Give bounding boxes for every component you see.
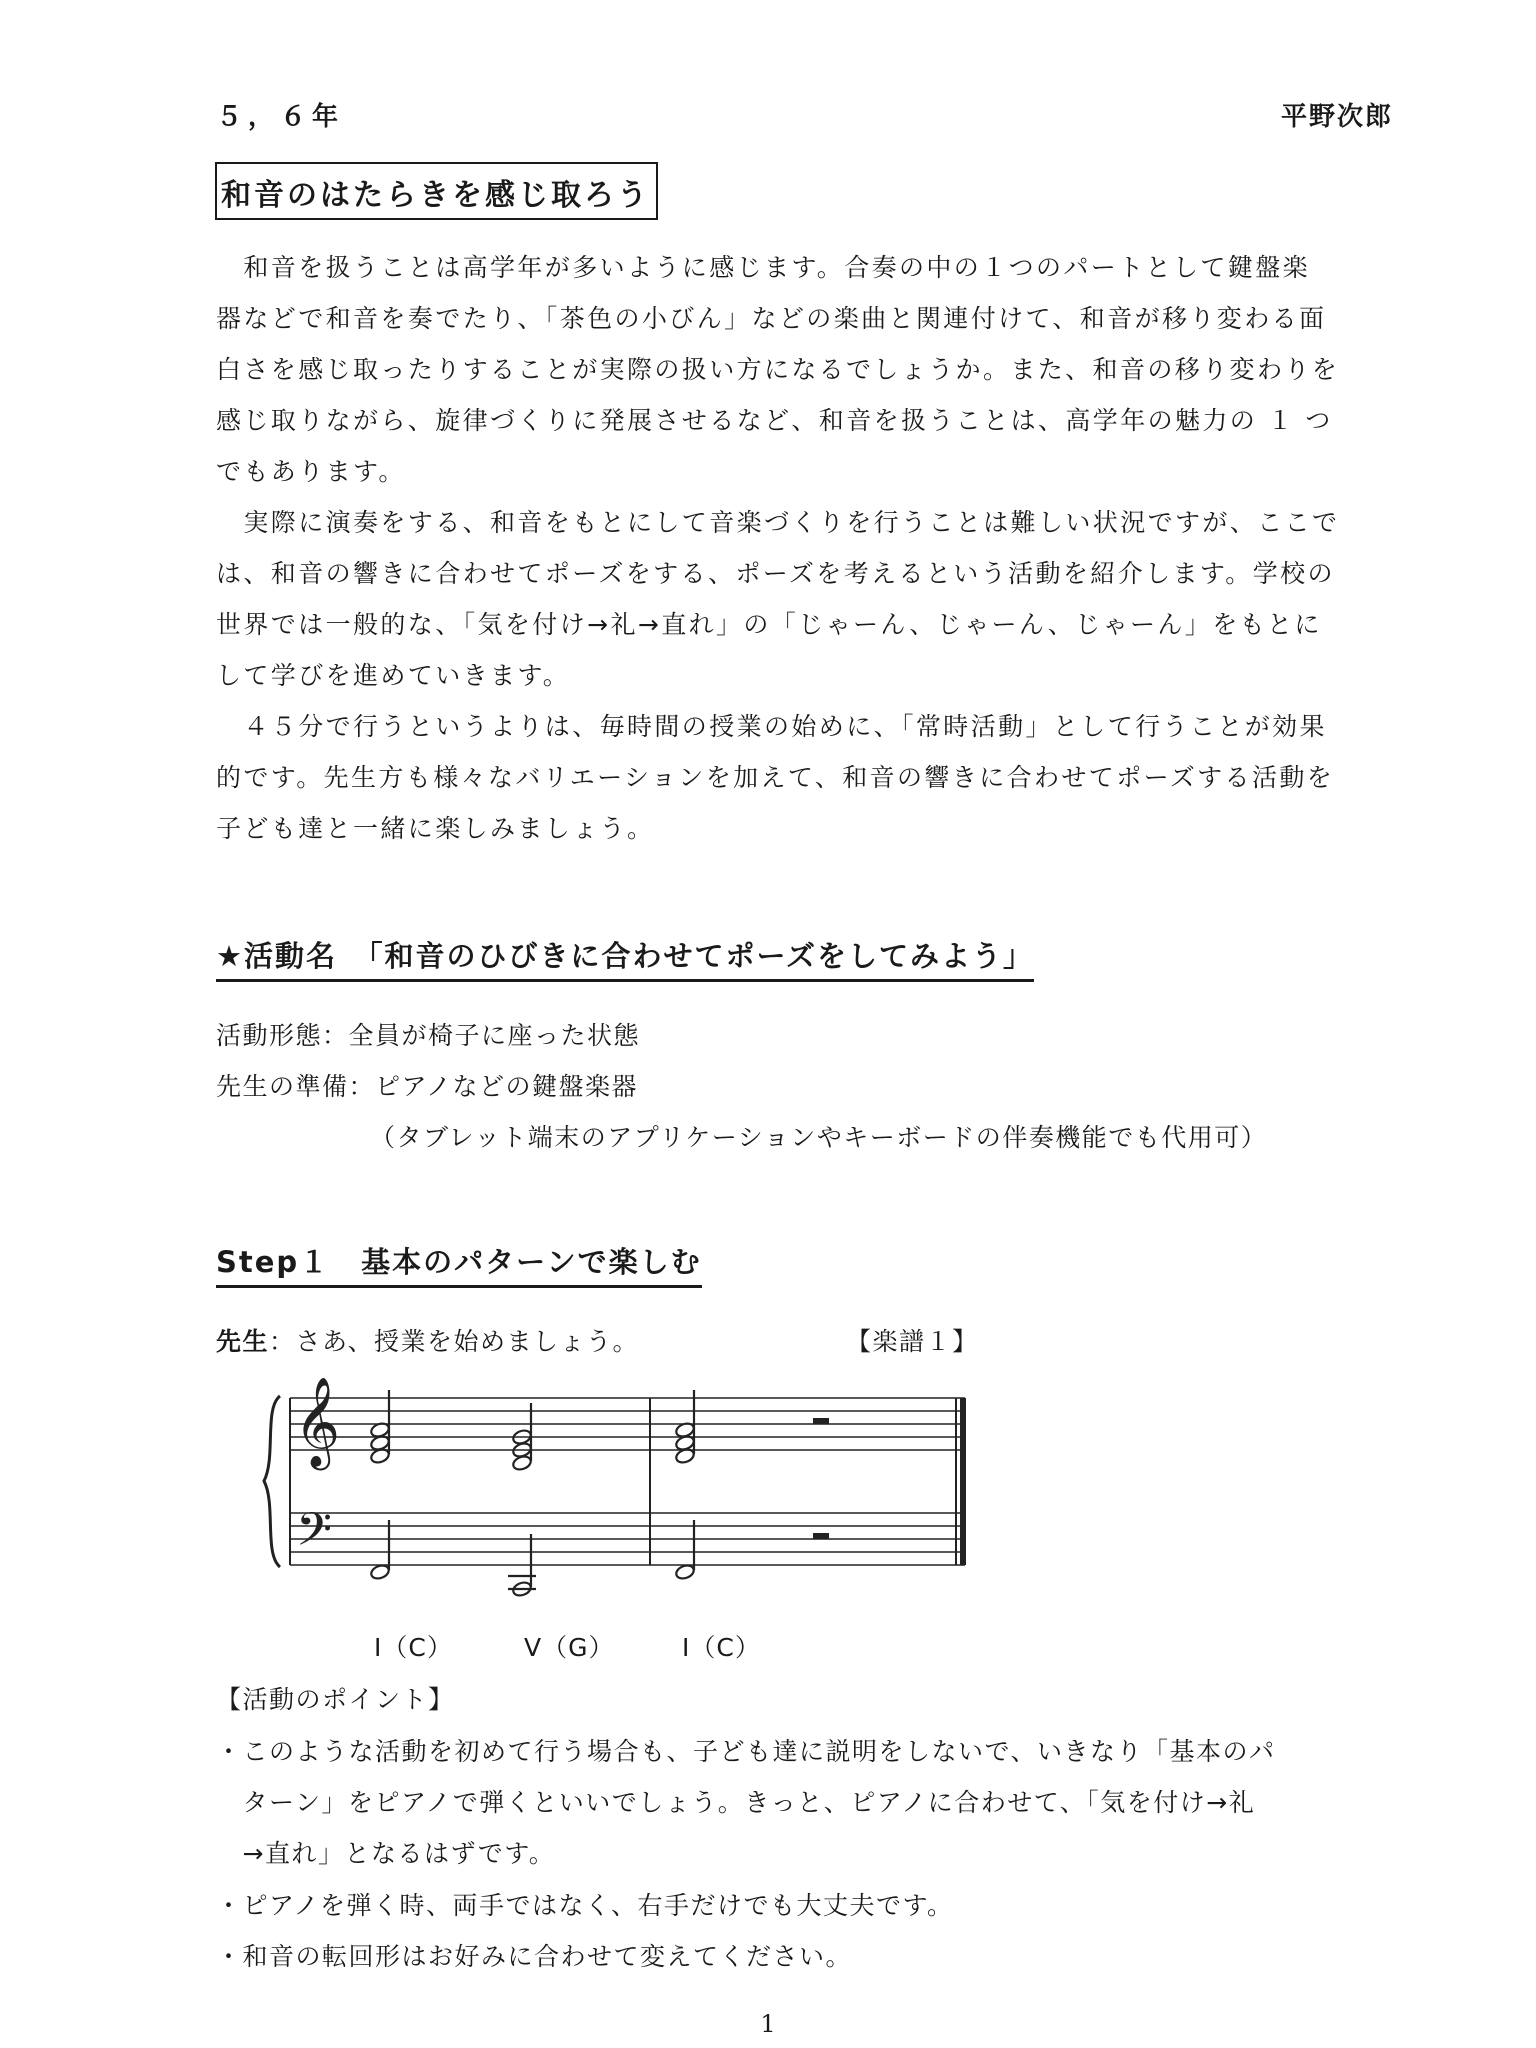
chord-label-1: Ⅰ（C） xyxy=(374,1633,453,1662)
chord-label-2: Ⅴ（G） xyxy=(524,1633,615,1662)
intro-line: 世界では一般的な、「気を付け→礼→直れ」の「じゃーん、じゃーん、じゃーん」をもとに xyxy=(216,610,1322,639)
intro-line: 和音を扱うことは高学年が多いように感じます。合奏の中の１つのパートとして鍵盤楽 xyxy=(216,253,1311,282)
score-label: 【楽譜１】 xyxy=(846,1327,979,1356)
chord-label-3: Ⅰ（C） xyxy=(682,1633,761,1662)
bass-note-2 xyxy=(508,1534,536,1598)
intro-line: して学びを進めていきます。 xyxy=(216,661,571,690)
treble-chord-1 xyxy=(369,1390,390,1465)
score-grand-staff xyxy=(250,1368,1000,1598)
intro-line: 子ども達と一緒に楽しみましょう。 xyxy=(216,814,655,843)
point-line: ・ピアノを弾く時、両手ではなく、右手だけでも大丈夫です。 xyxy=(216,1891,954,1920)
point-line: ・このような活動を初めて行う場合も、子ども達に説明をしないで、いきなり「基本のパ xyxy=(216,1737,1276,1766)
bass-staff-lines xyxy=(290,1513,965,1565)
brace-symbol xyxy=(264,1396,280,1567)
points-title: 【活動のポイント】 xyxy=(216,1685,455,1714)
teacher-label: 先生 xyxy=(216,1327,270,1356)
intro-line: 器などで和音を奏でたり、「茶色の小びん」などの楽曲と関連付けて、和音が移り変わる面 xyxy=(216,304,1327,333)
bass-half-rest xyxy=(813,1533,829,1539)
point-line: ターン」をピアノで弾くといいでしょう。きっと、ピアノに合わせて、「気を付け→礼 xyxy=(216,1788,1256,1817)
treble-clef-icon: 𝄞 xyxy=(294,1377,341,1467)
point-line: ・和音の転回形はお好みに合わせて変えてください。 xyxy=(216,1942,853,1971)
intro-line: でもあります。 xyxy=(216,457,406,486)
intro-line: ４５分で行うというよりは、毎時間の授業の始めに、「常時活動」として行うことが効果 xyxy=(216,712,1327,741)
intro-line: 実際に演奏をする、和音をもとにして音楽づくりを行うことは難しい状況ですが、ここで xyxy=(216,508,1340,537)
activity-form: 活動形態：全員が椅子に座った状態 xyxy=(216,1021,641,1050)
treble-half-rest xyxy=(813,1418,829,1424)
page-number: 1 xyxy=(760,2010,776,2038)
preparation-note: （タブレット端末のアプリケーションやキーボードの伴奏機能でも代用可） xyxy=(370,1123,1268,1152)
bass-clef-icon: 𝄢 xyxy=(296,1503,333,1568)
treble-chord-3 xyxy=(674,1390,695,1465)
teacher-line xyxy=(216,1322,639,1358)
point-line: →直れ」となるはずです。 xyxy=(216,1839,556,1868)
intro-line: 白さを感じ取ったりすることが実際の扱い方になるでしょうか。また、和音の移り変わりを xyxy=(216,355,1340,384)
author-name: 平野次郎 xyxy=(1280,102,1393,132)
grade-label: ５，６年 xyxy=(216,102,345,132)
teacher-speech: ：さあ、授業を始めましょう。 xyxy=(269,1327,640,1356)
document-title: 和音のはたらきを感じ取ろう xyxy=(215,162,658,220)
teacher-preparation: 先生の準備：ピアノなどの鍵盤楽器 xyxy=(216,1072,639,1101)
intro-line: 感じ取りながら、旋律づくりに発展させるなど、和音を扱うことは、高学年の魅力の １ つ xyxy=(216,406,1333,435)
intro-line: は、和音の響きに合わせてポーズをする、ポーズを考えるという活動を紹介します。学校の xyxy=(216,559,1335,588)
activity-heading: ★活動名 「和音のひびきに合わせてポーズをしてみよう」 xyxy=(216,934,1034,982)
step1-heading: Step１ 基本のパターンで楽しむ xyxy=(216,1240,702,1288)
bass-note-1 xyxy=(369,1520,390,1581)
intro-line: 的です。先生方も様々なバリエーションを加えて、和音の響きに合わせてポーズする活動を xyxy=(216,763,1335,792)
bass-note-3 xyxy=(674,1520,695,1581)
treble-staff-lines xyxy=(290,1398,965,1450)
